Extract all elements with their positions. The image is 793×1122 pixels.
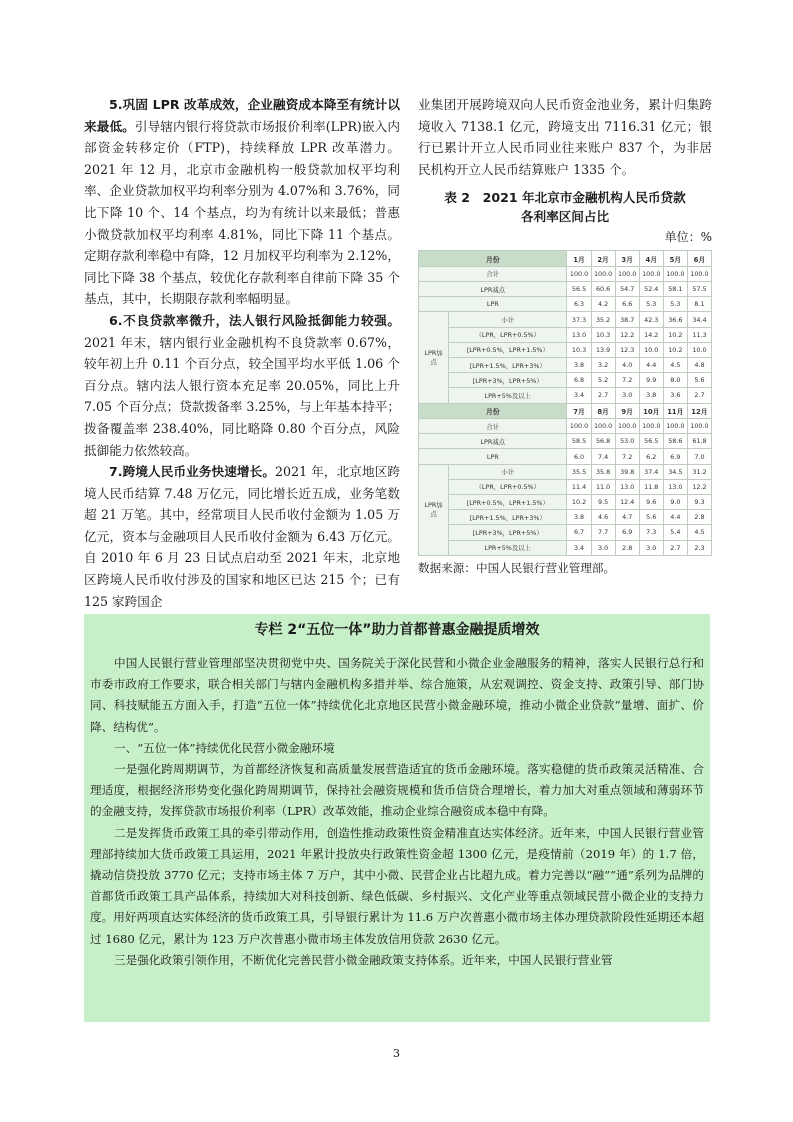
- month-cell: 5月: [663, 251, 687, 267]
- value-cell: 2.7: [687, 388, 711, 403]
- group-label-line: LPR加: [424, 348, 443, 357]
- value-cell: 100.0: [687, 419, 711, 434]
- table-source: 数据来源：中国人民银行营业管理部。: [418, 560, 616, 575]
- value-cell: 12.2: [615, 327, 639, 342]
- value-cell: 3.8: [639, 388, 663, 403]
- value-cell: 4.8: [687, 358, 711, 373]
- row-label-cell: LPR+5%及以上: [449, 540, 567, 555]
- value-cell: 9.0: [663, 495, 687, 510]
- right-column: [418, 94, 712, 576]
- value-cell: 100.0: [663, 266, 687, 281]
- value-cell: 5.4: [663, 525, 687, 540]
- value-cell: 52.4: [639, 282, 663, 297]
- paragraph-crossborder: [84, 461, 400, 612]
- row-label-cell: [LPR+1.5%，LPR+3%）: [449, 358, 567, 373]
- value-cell: 100.0: [639, 419, 663, 434]
- box-heading: 一、“五位一体”持续优化民营小微金融环境: [114, 740, 335, 755]
- row-label-cell: LPR减点: [419, 282, 567, 297]
- row-label-cell: 合计: [419, 266, 567, 281]
- value-cell: 10.0: [639, 342, 663, 357]
- value-cell: 100.0: [687, 266, 711, 281]
- value-cell: 7.7: [591, 525, 615, 540]
- interest-rate-table: [418, 250, 712, 555]
- value-cell: 9.3: [687, 495, 711, 510]
- value-cell: 6.0: [567, 449, 591, 464]
- row-label-cell: LPR+5%及以上: [449, 388, 567, 403]
- table-row: [419, 388, 712, 403]
- table-row: [419, 312, 712, 327]
- table-row: [419, 540, 712, 555]
- value-cell: 3.2: [591, 358, 615, 373]
- value-cell: 12.3: [615, 342, 639, 357]
- value-cell: 42.3: [639, 312, 663, 327]
- value-cell: 13.0: [663, 479, 687, 494]
- table-row: [419, 479, 712, 494]
- value-cell: 13.0: [567, 327, 591, 342]
- value-cell: 6.6: [615, 297, 639, 312]
- box-title: 专栏 2“五位一体”助力首都普惠金融提质增效: [254, 622, 540, 638]
- value-cell: 60.6: [591, 282, 615, 297]
- row-label-cell: [LPR+0.5%，LPR+1.5%）: [449, 495, 567, 510]
- value-cell: 14.2: [639, 327, 663, 342]
- value-cell: 34.5: [663, 464, 687, 479]
- paragraph-lpr: [84, 94, 400, 310]
- row-label-cell: 合计: [419, 419, 567, 434]
- value-cell: 10.2: [663, 342, 687, 357]
- table-row: [419, 358, 712, 373]
- value-cell: 4.5: [663, 358, 687, 373]
- box-paragraph: 一是强化跨周期调节，为首都经济恢复和高质量发展营造适宜的货币金融环境。落实稳健的货币政策灵活精准、合理适度，根据经济形势变化强化跨周期调节，保持社会融资规模和货币信贷合理增长，着力加大对重点领域和薄弱环节的金融支持，发挥贷款市场报价利率（LPR）改革效能，推动企业综合融资成本稳中有降。: [90, 762, 704, 819]
- value-cell: 100.0: [615, 266, 639, 281]
- value-cell: 10.3: [591, 327, 615, 342]
- table-unit: 单位：%: [664, 230, 712, 245]
- table-row: [419, 510, 712, 525]
- table-row: [419, 297, 712, 312]
- value-cell: 2.8: [615, 540, 639, 555]
- month-cell: 10月: [639, 403, 663, 419]
- value-cell: 6.2: [639, 449, 663, 464]
- value-cell: 3.4: [567, 540, 591, 555]
- table-row: [419, 434, 712, 449]
- value-cell: 3.0: [615, 388, 639, 403]
- group-label-cell: [419, 312, 449, 403]
- row-label-cell: （LPR，LPR+0.5%）: [449, 479, 567, 494]
- paragraph-body: 2021 年，北京地区跨境人民币结算 7.48 万亿元，同比增长近五成，业务笔数超 21 万笔。其中，经常项目人民币收付金额为 1.05 万亿元，资本与金融项目人民币收付金额为 6.43 万亿元。自 2010 年 6 月 23 日试点启动至 2021 年末，北京地区跨境人民币收付涉及的国家和地区已达 215 个；已有 125 家跨国企: [84, 464, 400, 609]
- table-row: [419, 419, 712, 434]
- value-cell: 3.8: [567, 358, 591, 373]
- value-cell: 56.8: [591, 434, 615, 449]
- paragraph-lead: 7.跨境人民币业务快速增长。: [109, 464, 276, 480]
- value-cell: 13.0: [615, 479, 639, 494]
- left-column: [84, 94, 400, 612]
- table-row: [419, 373, 712, 388]
- month-cell: 6月: [687, 251, 711, 267]
- value-cell: 3.6: [663, 388, 687, 403]
- row-label-cell: （LPR，LPR+0.5%）: [449, 327, 567, 342]
- value-cell: 54.7: [615, 282, 639, 297]
- paragraph-lead: 6.不良贷款率微升，法人银行风险抵御能力较强。: [109, 312, 400, 328]
- month-cell: 7月: [567, 403, 591, 419]
- value-cell: 9.9: [639, 373, 663, 388]
- table-title-line: 表 2 2021 年北京市金融机构人民币贷款: [444, 190, 686, 206]
- value-cell: 5.6: [687, 373, 711, 388]
- value-cell: 10.2: [567, 495, 591, 510]
- value-cell: 6.9: [615, 525, 639, 540]
- table-row: [419, 495, 712, 510]
- value-cell: 7.4: [591, 449, 615, 464]
- month-cell: 2月: [591, 251, 615, 267]
- value-cell: 7.0: [687, 449, 711, 464]
- row-label-cell: LPR: [419, 297, 567, 312]
- value-cell: 58.1: [663, 282, 687, 297]
- value-cell: 5.3: [663, 297, 687, 312]
- continued-paragraph: 业集团开展跨境双向人民币资金池业务，累计归集跨境收入 7138.1 亿元，跨境支出 7116.31 亿元；银行已累计开立人民币同业往来账户 837 个，为非居民机构开立人民币结算账户 1335 个。: [418, 97, 712, 177]
- row-label-cell: [LPR+0.5%，LPR+1.5%）: [449, 342, 567, 357]
- value-cell: 37.4: [639, 464, 663, 479]
- value-cell: 7.3: [639, 525, 663, 540]
- table-title-line: 各利率区间占比: [520, 209, 610, 225]
- value-cell: 4.6: [591, 510, 615, 525]
- row-label-cell: 小计: [449, 312, 567, 327]
- value-cell: 2.7: [591, 388, 615, 403]
- page-number: 3: [393, 1047, 400, 1060]
- feature-box: [84, 614, 710, 1022]
- value-cell: 100.0: [567, 419, 591, 434]
- row-label-cell: [LPR+3%，LPR+5%）: [449, 373, 567, 388]
- table-row: [419, 449, 712, 464]
- value-cell: 100.0: [663, 419, 687, 434]
- value-cell: 6.8: [567, 373, 591, 388]
- row-label-cell: [LPR+1.5%，LPR+3%）: [449, 510, 567, 525]
- table-header-row: [419, 251, 712, 267]
- value-cell: 56.5: [639, 434, 663, 449]
- value-cell: 7.2: [615, 449, 639, 464]
- value-cell: 13.9: [591, 342, 615, 357]
- month-cell: 4月: [639, 251, 663, 267]
- value-cell: 53.0: [615, 434, 639, 449]
- value-cell: 6.3: [567, 297, 591, 312]
- value-cell: 35.8: [591, 464, 615, 479]
- value-cell: 4.7: [615, 510, 639, 525]
- value-cell: 58.5: [567, 434, 591, 449]
- value-cell: 3.0: [639, 540, 663, 555]
- value-cell: 61.8: [687, 434, 711, 449]
- value-cell: 56.5: [567, 282, 591, 297]
- group-label-line: 点: [430, 509, 437, 518]
- box-body: [84, 653, 710, 971]
- value-cell: 9.5: [591, 495, 615, 510]
- table-row: [419, 525, 712, 540]
- row-label-cell: [LPR+3%，LPR+5%）: [449, 525, 567, 540]
- table-row: [419, 464, 712, 479]
- value-cell: 10.2: [663, 327, 687, 342]
- value-cell: 35.2: [591, 312, 615, 327]
- value-cell: 5.6: [639, 510, 663, 525]
- box-paragraph: 三是强化政策引领作用，不断优化完善民营小微金融政策支持体系。近年来，中国人民银行营业管: [114, 952, 613, 967]
- month-header-cell: 月份: [419, 251, 567, 267]
- value-cell: 2.3: [687, 540, 711, 555]
- row-label-cell: LPR: [419, 449, 567, 464]
- month-cell: 11月: [663, 403, 687, 419]
- value-cell: 10.0: [687, 342, 711, 357]
- value-cell: 4.0: [615, 358, 639, 373]
- value-cell: 100.0: [567, 266, 591, 281]
- value-cell: 35.5: [567, 464, 591, 479]
- value-cell: 11.4: [567, 479, 591, 494]
- value-cell: 38.7: [615, 312, 639, 327]
- value-cell: 2.7: [663, 540, 687, 555]
- value-cell: 3.0: [591, 540, 615, 555]
- value-cell: 36.6: [663, 312, 687, 327]
- month-cell: 9月: [615, 403, 639, 419]
- table-row: [419, 266, 712, 281]
- value-cell: 8.0: [663, 373, 687, 388]
- value-cell: 6.7: [567, 525, 591, 540]
- value-cell: 39.8: [615, 464, 639, 479]
- paragraph-body: 引导辖内银行将贷款市场报价利率(LPR)嵌入内部资金转移定价（FTP)，持续释放 LPR 改革潜力。2021 年 12 月，北京市金融机构一般贷款加权平均利率、企业贷款加权平均利率分别为 4.07%和 3.76%，同比下降 10 个、14 个基点，均为有统计以来最低；普惠小微贷款加权平均利率 4.81%，同比下降 11 个基点。定期存款利率稳中有降，12 月加权平均利率为 2.12%，同比下降 38 个基点，较优化存款利率自律前下降 35 个基点，其中，长期限存款利率幅明显。: [84, 118, 400, 307]
- value-cell: 8.1: [687, 297, 711, 312]
- value-cell: 11.8: [639, 479, 663, 494]
- table-row: [419, 282, 712, 297]
- value-cell: 2.8: [687, 510, 711, 525]
- value-cell: 11.0: [591, 479, 615, 494]
- value-cell: 9.6: [639, 495, 663, 510]
- month-cell: 3月: [615, 251, 639, 267]
- paragraph-body: 2021 年末，辖内银行业金融机构不良贷款率 0.67%，较年初上升 0.11 个百分点，较全国平均水平低 1.06 个百分点。辖内法人银行资本充足率 20.05%，同比上升 7.05 个百分点；贷款拨备率 3.25%，与上年基本持平；拨备覆盖率 238.40%，同比略降 0.80 个百分点，风险抵御能力依然较高。: [84, 334, 400, 458]
- value-cell: 4.4: [639, 358, 663, 373]
- value-cell: 12.2: [687, 479, 711, 494]
- month-cell: 12月: [687, 403, 711, 419]
- value-cell: 3.8: [567, 510, 591, 525]
- table-row: [419, 342, 712, 357]
- table-title: [418, 188, 712, 226]
- box-paragraph: 中国人民银行营业管理部坚决贯彻党中央、国务院关于深化民营和小微企业金融服务的精神，落实人民银行总行和市委市政府工作要求，联合相关部门与辖内金融机构多措并举、综合施策，从宏观调控、资金支持、政策引导、部门协同、科技赋能五方面入手，打造“五位一体”持续优化北京地区民营小微金融环境，推动小微企业贷款“量增、面扩、价降、结构优”。: [90, 656, 704, 734]
- value-cell: 5.3: [639, 297, 663, 312]
- value-cell: 100.0: [591, 419, 615, 434]
- value-cell: 4.4: [663, 510, 687, 525]
- value-cell: 6.9: [663, 449, 687, 464]
- value-cell: 5.2: [591, 373, 615, 388]
- value-cell: 4.5: [687, 525, 711, 540]
- value-cell: 3.4: [567, 388, 591, 403]
- row-label-cell: LPR减点: [419, 434, 567, 449]
- value-cell: 11.3: [687, 327, 711, 342]
- value-cell: 58.6: [663, 434, 687, 449]
- month-header-cell: 月份: [419, 403, 567, 419]
- value-cell: 37.3: [567, 312, 591, 327]
- table-header-row: [419, 403, 712, 419]
- value-cell: 10.3: [567, 342, 591, 357]
- paragraph-npl: [84, 310, 400, 461]
- value-cell: 100.0: [639, 266, 663, 281]
- box-paragraph: 二是发挥货币政策工具的牵引带动作用，创造性推动政策性资金精准直达实体经济。近年来，中国人民银行营业管理部持续加大货币政策工具运用，2021 年累计投放央行政策性资金超 1300 亿元，是疫情前（2019 年）的 1.7 倍，撬动信贷投放 3770 亿元；支持市场主体 7 万户，其中小微、民营企业占比超九成。着力完善以“融”“通”系列为品牌的首都货币政策工具产品体系，持续加大对科技创新、绿色低碳、乡村振兴、文化产业等重点领域民营小微企业的支持力度。用好两项直达实体经济的货币政策工具，引导银行累计为 11.6 万户次普惠小微市场主体办理贷款阶段性延期还本超过 1680 亿元，累计为 123 万户次普惠小微市场主体发放信用贷款 2630 亿元。: [90, 825, 704, 946]
- value-cell: 4.2: [591, 297, 615, 312]
- group-label-line: LPR加: [424, 500, 443, 509]
- value-cell: 100.0: [615, 419, 639, 434]
- month-cell: 1月: [567, 251, 591, 267]
- value-cell: 12.4: [615, 495, 639, 510]
- month-cell: 8月: [591, 403, 615, 419]
- value-cell: 100.0: [591, 266, 615, 281]
- group-label-line: 点: [430, 357, 437, 366]
- value-cell: 34.4: [687, 312, 711, 327]
- group-label-cell: [419, 464, 449, 555]
- paragraph-lead: 5.巩固 LPR 改革成效，企业融资成本降至有统计以来最低。: [84, 97, 400, 134]
- row-label-cell: 小计: [449, 464, 567, 479]
- value-cell: 7.2: [615, 373, 639, 388]
- value-cell: 57.5: [687, 282, 711, 297]
- table-row: [419, 327, 712, 342]
- value-cell: 31.2: [687, 464, 711, 479]
